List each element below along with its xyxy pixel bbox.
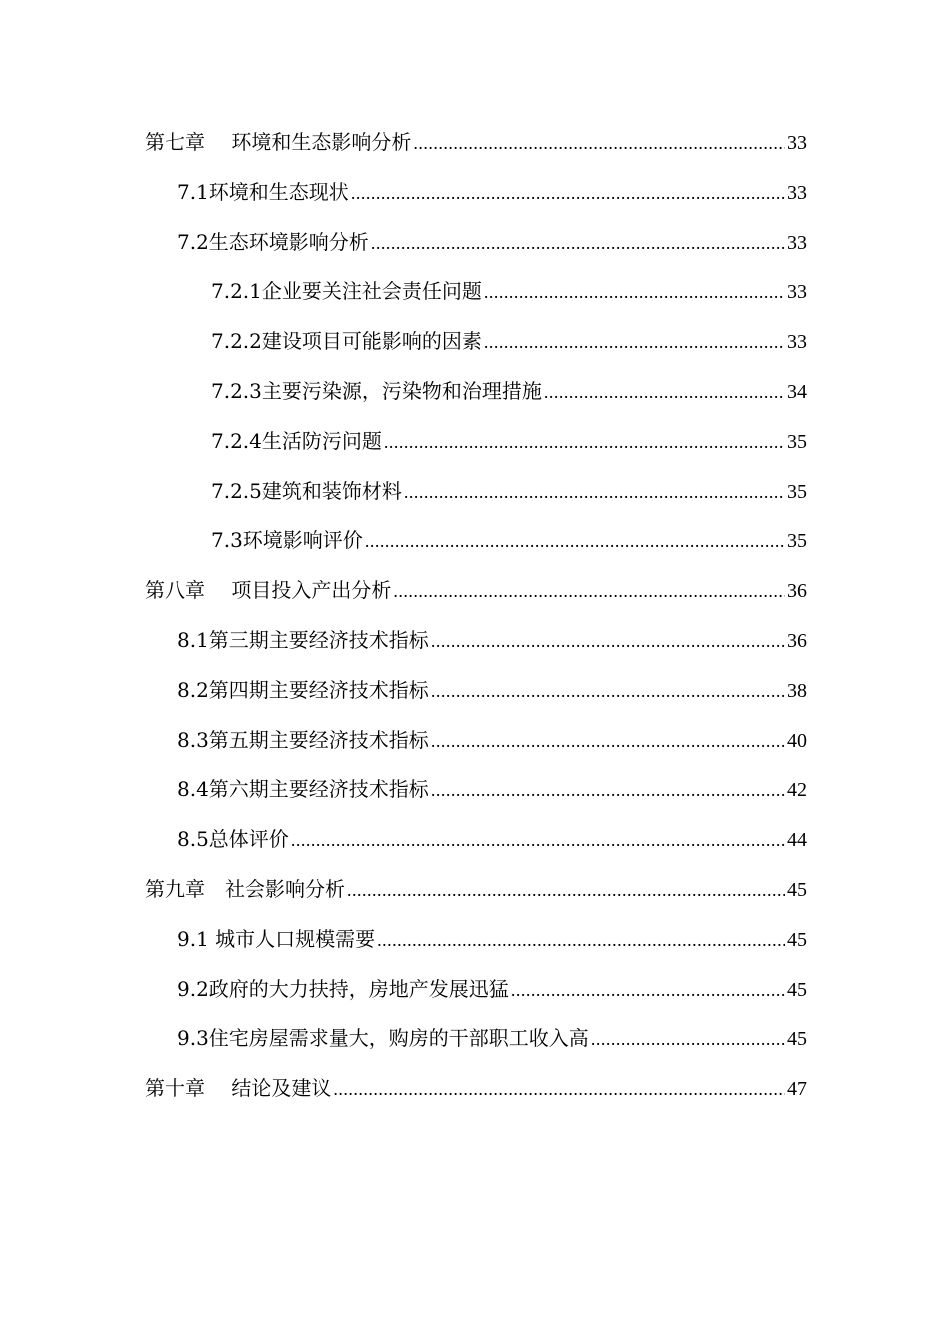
toc-page-number: 33 bbox=[787, 231, 807, 254]
toc-entry[interactable] bbox=[145, 823, 807, 873]
toc-page-number: 34 bbox=[787, 380, 807, 403]
toc-page-number: 35 bbox=[787, 480, 807, 503]
toc-page-number: 45 bbox=[787, 1028, 807, 1051]
toc-page-number: 38 bbox=[787, 679, 807, 702]
toc-entry-title: 7.2生态环境影响分析 bbox=[177, 229, 369, 254]
toc-entry-title: 第七章 环境和生态影响分析 bbox=[145, 130, 412, 154]
toc-entry[interactable] bbox=[145, 574, 807, 624]
toc-dot-leader bbox=[484, 282, 785, 303]
toc-page-number: 36 bbox=[787, 580, 807, 603]
toc-page-number: 36 bbox=[787, 629, 807, 652]
toc-dot-leader bbox=[333, 1079, 785, 1100]
toc-entry-title: 7.2.4生活防污问题 bbox=[211, 428, 382, 453]
toc-entry[interactable] bbox=[145, 724, 807, 774]
toc-dot-leader bbox=[511, 980, 785, 1001]
toc-page-number: 45 bbox=[787, 878, 807, 901]
toc-page-number: 45 bbox=[787, 928, 807, 951]
toc-dot-leader bbox=[431, 681, 785, 702]
toc-entry[interactable] bbox=[145, 873, 807, 923]
toc-entry[interactable] bbox=[145, 973, 807, 1023]
toc-page-number: 42 bbox=[787, 779, 807, 802]
toc-dot-leader bbox=[591, 1029, 785, 1050]
toc-entry-title: 8.5总体评价 bbox=[177, 827, 289, 852]
toc-entry[interactable] bbox=[145, 624, 807, 674]
toc-page-number: 33 bbox=[787, 181, 807, 204]
toc-dot-leader bbox=[365, 531, 785, 552]
toc-entry-title: 7.3环境影响评价 bbox=[211, 528, 363, 553]
toc-entry-title: 8.3第五期主要经济技术指标 bbox=[177, 727, 429, 752]
toc-entry[interactable] bbox=[145, 923, 807, 973]
table-of-contents bbox=[145, 126, 807, 1122]
toc-entry-title: 9.2政府的大力扶持，房地产发展迅猛 bbox=[177, 976, 509, 1001]
toc-dot-leader bbox=[377, 930, 785, 951]
toc-page-number: 35 bbox=[787, 530, 807, 553]
toc-dot-leader bbox=[371, 233, 785, 254]
toc-dot-leader bbox=[347, 880, 785, 901]
toc-entry[interactable] bbox=[145, 275, 807, 325]
toc-dot-leader bbox=[393, 581, 785, 602]
toc-entry-title: 7.2.1企业要关注社会责任问题 bbox=[211, 279, 482, 304]
toc-entry-title: 8.2第四期主要经济技术指标 bbox=[177, 677, 429, 702]
toc-entry-title: 7.2.2建设项目可能影响的因素 bbox=[211, 329, 482, 354]
toc-dot-leader bbox=[413, 133, 785, 154]
toc-entry[interactable] bbox=[145, 1022, 807, 1072]
toc-dot-leader bbox=[351, 183, 785, 204]
toc-entry-title: 9.3住宅房屋需求量大，购房的干部职工收入高 bbox=[177, 1026, 589, 1051]
toc-entry[interactable] bbox=[145, 126, 807, 176]
toc-page-number: 45 bbox=[787, 978, 807, 1001]
toc-entry[interactable] bbox=[145, 1072, 807, 1122]
toc-page-number: 47 bbox=[787, 1078, 807, 1101]
toc-entry-title: 7.1环境和生态现状 bbox=[177, 179, 349, 204]
toc-entry[interactable] bbox=[145, 325, 807, 375]
toc-entry[interactable] bbox=[145, 773, 807, 823]
toc-dot-leader bbox=[384, 432, 785, 453]
toc-entry[interactable] bbox=[145, 375, 807, 425]
toc-dot-leader bbox=[544, 382, 785, 403]
toc-page-number: 40 bbox=[787, 729, 807, 752]
toc-entry-title: 第十章 结论及建议 bbox=[145, 1076, 332, 1101]
toc-entry-title: 7.2.3主要污染源，污染物和治理措施 bbox=[211, 378, 542, 403]
toc-page-number: 35 bbox=[787, 430, 807, 453]
toc-dot-leader bbox=[404, 482, 785, 503]
toc-entry-title: 8.1第三期主要经济技术指标 bbox=[177, 627, 429, 652]
toc-entry[interactable] bbox=[145, 674, 807, 724]
toc-page-number: 33 bbox=[787, 132, 807, 154]
toc-dot-leader bbox=[431, 631, 785, 652]
toc-entry[interactable] bbox=[145, 524, 807, 574]
toc-dot-leader bbox=[291, 830, 785, 851]
toc-dot-leader bbox=[431, 731, 785, 752]
toc-entry-title: 第九章 社会影响分析 bbox=[145, 876, 345, 901]
toc-dot-leader bbox=[431, 780, 785, 801]
toc-entry[interactable] bbox=[145, 475, 807, 525]
toc-dot-leader bbox=[484, 332, 785, 353]
toc-page-number: 44 bbox=[787, 829, 807, 852]
toc-entry-title: 第八章 项目投入产出分析 bbox=[145, 578, 392, 603]
toc-entry-title: 9.1 城市人口规模需要 bbox=[177, 926, 376, 951]
toc-page-number: 33 bbox=[787, 331, 807, 354]
toc-entry[interactable] bbox=[145, 226, 807, 276]
toc-entry[interactable] bbox=[145, 176, 807, 226]
toc-entry-title: 8.4第六期主要经济技术指标 bbox=[177, 777, 429, 802]
toc-entry-title: 7.2.5建筑和装饰材料 bbox=[211, 478, 402, 503]
toc-entry[interactable] bbox=[145, 425, 807, 475]
toc-page-number: 33 bbox=[787, 281, 807, 304]
